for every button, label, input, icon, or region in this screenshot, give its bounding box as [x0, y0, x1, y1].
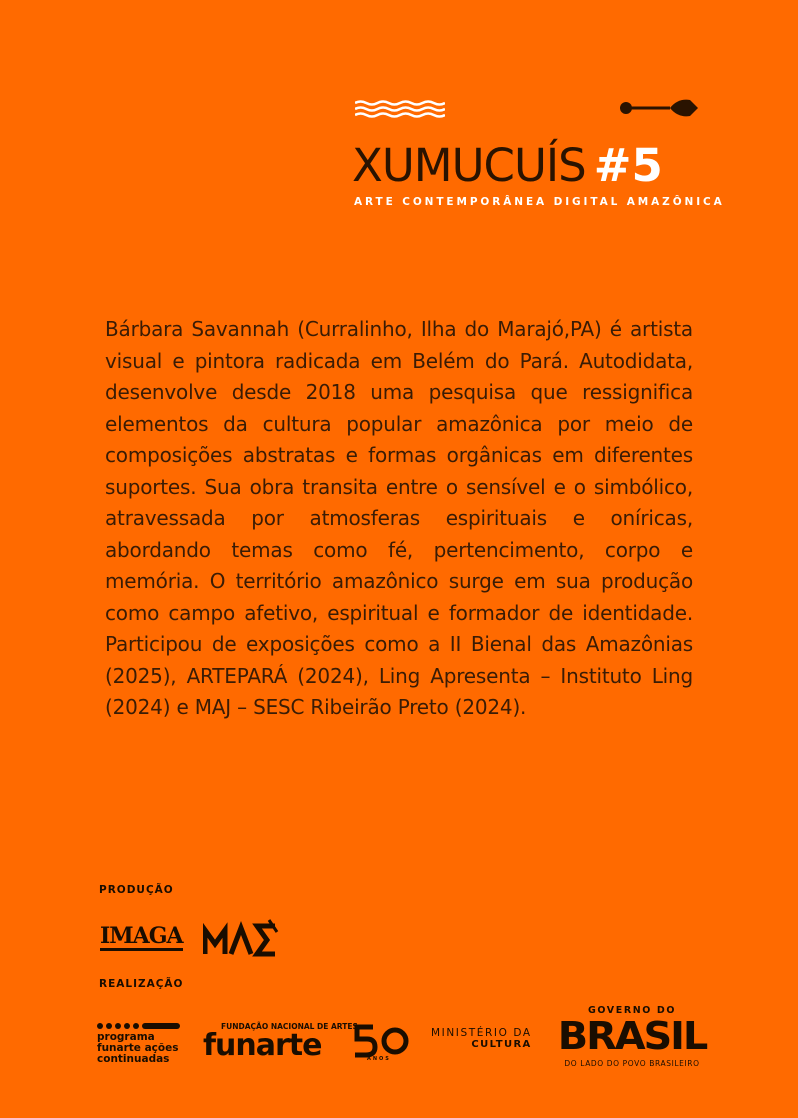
edition-number: #5 [593, 139, 663, 192]
minc-line1: MINISTÉRIO DA [431, 1027, 532, 1039]
title-text: XUMUCUÍS [352, 139, 586, 192]
funarte-wordmark: funarte [203, 1028, 322, 1063]
producao-label: PRODUÇÃO [99, 884, 174, 896]
artist-bio: Bárbara Savannah (Curralinho, Ilha do Marajó,PA) é artista visual e pintora radicada em Belém do Pará. Autodidata, desenvolve desde 2018 uma pesquisa que ressignifica elementos da cultura popular amazônica por meio de composições abstratas e formas orgânicas em diferentes suportes. Sua obra transita entre o sensível e o simbólico, atravessada por atmosferas espirituais e oníricas, abordando temas como fé, pertencimento, corpo e memória. O território amazônico surge em sua produção como campo afetivo, espiritual e formador de identidade. Participou de exposições como a II Bienal das Amazônias (2025), ARTEPARÁ (2024), Ling Apresenta – Instituto Ling (2024) e MAJ – SESC Ribeirão Preto (2024). [105, 317, 693, 719]
programa-line: funarte ações [97, 1042, 179, 1054]
minc-line2: CULTURA [471, 1039, 532, 1050]
gov-slogan: DO LADO DO POVO BRASILEIRO [564, 1059, 700, 1068]
ministerio-cultura-logo [431, 1027, 532, 1050]
realizacao-label: REALIZAÇÃO [99, 978, 184, 990]
funarte-anos: ANOS [367, 1056, 391, 1062]
funarte-subtitle: FUNDAÇÃO NACIONAL DE ARTES [221, 1022, 358, 1031]
funarte-logo [203, 1020, 413, 1064]
programa-line: continuadas [97, 1053, 170, 1065]
fifty-years-icon [353, 1024, 411, 1058]
waves-icon [355, 100, 445, 120]
magazine-subtitle: ARTE CONTEMPORÂNEA DIGITAL AMAZÔNICA [354, 196, 725, 208]
maz-logo-icon [203, 918, 279, 958]
paddle-icon [618, 96, 700, 120]
imaga-logo: IMAGA [100, 923, 183, 949]
magazine-title [352, 138, 704, 194]
brasil-wordmark: BRASIL [557, 1014, 707, 1058]
programa-text [97, 1032, 187, 1065]
governo-do-text: GOVERNO DO [587, 1005, 677, 1016]
programa-dots-icon [97, 1022, 187, 1030]
programa-line: programa [97, 1031, 155, 1043]
governo-brasil-logo [556, 1005, 708, 1068]
programa-funarte-logo [97, 1022, 187, 1065]
